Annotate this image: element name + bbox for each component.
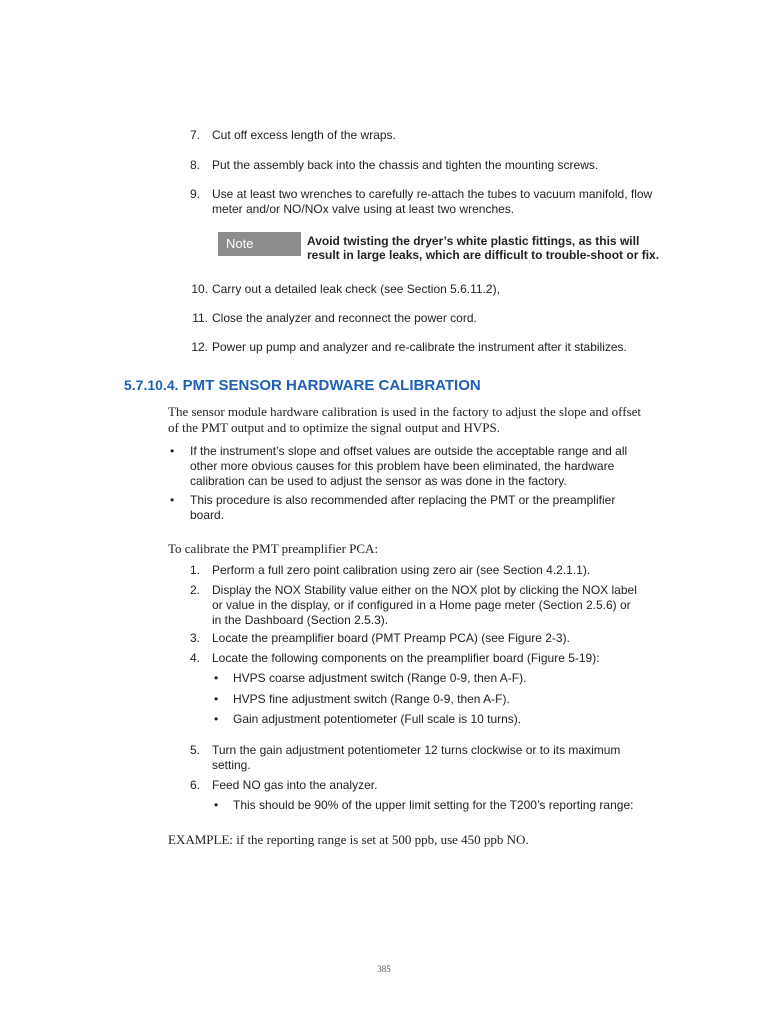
note-label: Note <box>218 232 301 256</box>
step-text <box>212 743 620 773</box>
section-title: PMT SENSOR HARDWARE CALIBRATION <box>182 377 481 394</box>
page-number: 385 <box>377 964 391 974</box>
step-number: 10. <box>191 282 208 296</box>
note-line: result in large leaks, which are difficult to trouble-shoot or fix. <box>307 248 660 262</box>
component-item: Gain adjustment potentiometer (Full scale is 10 turns). <box>233 712 522 726</box>
step-text: Perform a full zero point calibration using zero air (see Section 4.2.1.1). <box>212 563 591 577</box>
component-item: HVPS coarse adjustment switch (Range 0-9, then A-F). <box>233 671 527 685</box>
step-number: 4. <box>189 651 200 665</box>
step-number: 2. <box>189 583 200 597</box>
step-text-line: in the Dashboard (Section 2.5.3). <box>212 613 389 627</box>
section-heading <box>124 377 481 394</box>
step-text-line: Display the NOX Stability value either on the NOX plot by clicking the NOX label <box>212 583 637 597</box>
component-item: HVPS fine adjustment switch (Range 0-9, then A-F). <box>233 692 510 706</box>
bullet-item <box>190 444 644 489</box>
bullet-dot: • <box>170 444 175 458</box>
note-text <box>307 234 668 262</box>
step-number: 9. <box>189 187 200 201</box>
step-number: 6. <box>189 778 200 792</box>
step-text-line: setting. <box>212 758 251 772</box>
bullet-dot: • <box>214 712 219 726</box>
step-number: 7. <box>189 128 200 142</box>
step-text: Carry out a detailed leak check (see Section 5.6.11.2), <box>212 282 500 296</box>
step-number: 1. <box>189 563 200 577</box>
step-text-line: meter and/or NO/NOx valve using at least two wrenches. <box>212 202 515 216</box>
section-number: 5.7.10.4. <box>124 377 179 393</box>
intro-line: of the PMT output and to optimize the signal output and HVPS. <box>168 420 500 435</box>
step-text-line: Turn the gain adjustment potentiometer 12 turns clockwise or to its maximum <box>212 743 621 757</box>
step-number: 5. <box>189 743 200 757</box>
step-text: Locate the following components on the preamplifier board (Figure 5-19): <box>212 651 600 665</box>
step-number: 12. <box>191 340 208 354</box>
calibrate-intro: To calibrate the PMT preamplifier PCA: <box>168 541 379 556</box>
step-text-line: or value in the display, or if configured in a Home page meter (Section 2.5.6) or <box>212 598 631 612</box>
bullet-line: board. <box>190 508 225 522</box>
bullet-line: This procedure is also recommended after replacing the PMT or the preamplifier <box>190 493 616 507</box>
bullet-line: other more obvious causes for this problem have been eliminated, the hardware <box>190 459 615 473</box>
step-text: Locate the preamplifier board (PMT Preamp PCA) (see Figure 2-3). <box>212 631 570 645</box>
bullet-dot: • <box>170 493 175 507</box>
step-number: 11. <box>192 311 208 325</box>
step-text: Power up pump and analyzer and re-calibrate the instrument after it stabilizes. <box>212 340 627 354</box>
bullet-item <box>190 493 644 523</box>
step6-note: This should be 90% of the upper limit setting for the T200’s reporting range: <box>233 798 634 812</box>
step-text <box>212 583 637 628</box>
step-text: Close the analyzer and reconnect the power cord. <box>212 311 477 325</box>
bullet-dot: • <box>214 671 219 685</box>
step-text: Cut off excess length of the wraps. <box>212 128 396 142</box>
note-line: Avoid twisting the dryer’s white plastic fittings, as this will <box>307 234 640 248</box>
intro-line: The sensor module hardware calibration is used in the factory to adjust the slope and offset <box>168 404 642 419</box>
bullet-dot: • <box>214 798 219 812</box>
step-number: 3. <box>189 631 200 645</box>
bullet-line: If the instrument’s slope and offset values are outside the acceptable range and all <box>190 444 628 458</box>
step-text-line: Use at least two wrenches to carefully re-attach the tubes to vacuum manifold, flow <box>212 187 653 201</box>
step-text: Feed NO gas into the analyzer. <box>212 778 378 792</box>
step-number: 8. <box>189 158 200 172</box>
example-text: EXAMPLE: if the reporting range is set at 500 ppb, use 450 ppb NO. <box>168 832 529 847</box>
bullet-dot: • <box>214 692 219 706</box>
step-text: Put the assembly back into the chassis and tighten the mounting screws. <box>212 158 599 172</box>
bullet-line: calibration can be used to adjust the sensor as was done in the factory. <box>190 474 567 488</box>
